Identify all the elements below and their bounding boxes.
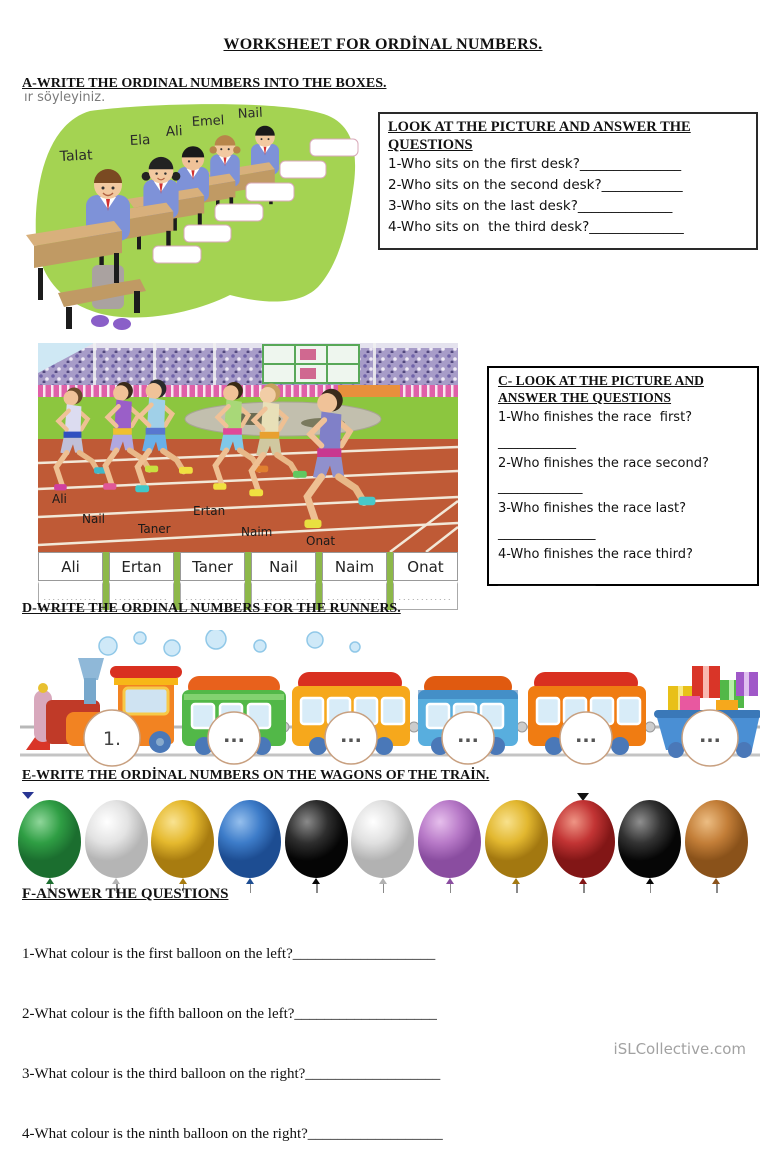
answer-blank: ____________ xyxy=(498,434,576,450)
answer-blank: _____________ xyxy=(498,480,583,496)
balloon-yellow xyxy=(151,800,214,878)
runner-name-label: Nail xyxy=(82,512,105,526)
left-marker-icon xyxy=(22,792,34,799)
runner-table-name: Ertan xyxy=(109,552,174,581)
balloon-string xyxy=(383,884,385,893)
question: 4-Who finishes the race third? xyxy=(498,547,693,563)
runner-table-answer-cell: ............ xyxy=(109,581,174,610)
balloon-yellow xyxy=(485,800,548,878)
runner-name-label: Taner xyxy=(138,522,171,536)
footer-watermark: iSLCollective.com xyxy=(613,1040,746,1058)
question: 1-What colour is the first balloon on the left?___________________ xyxy=(22,946,436,962)
balloon-red xyxy=(552,800,615,878)
balloon-white xyxy=(85,800,148,878)
balloon-string xyxy=(450,884,452,893)
question: 2-Who sits on the second desk?____________ xyxy=(388,177,683,194)
runner-name-label: Onat xyxy=(306,534,336,548)
balloon-purple xyxy=(418,800,481,878)
runner-name-label: Ali xyxy=(52,492,67,506)
scoreboard xyxy=(263,345,359,383)
student-name-label: Ela xyxy=(129,131,151,149)
question: 3-What colour is the third balloon on the right?__________________ xyxy=(22,1066,441,1082)
question: 4-What colour is the ninth balloon on the right?__________________ xyxy=(22,1126,443,1142)
balloon-string xyxy=(250,884,252,893)
section-d-heading: D-WRITE THE ORDINAL NUMBERS FOR THE RUNNERS. xyxy=(22,601,401,616)
questions-box-b xyxy=(378,112,758,250)
answer-box xyxy=(153,246,201,263)
runner-table-name: Naim xyxy=(322,552,387,581)
answer-box xyxy=(184,225,231,242)
section-e-heading: E-WRITE THE ORDİNAL NUMBERS ON THE WAGONS OF THE TRAİN. xyxy=(22,768,490,783)
student-name-label: Ali xyxy=(165,123,183,140)
balloon-string xyxy=(583,884,585,893)
answer-box xyxy=(280,161,326,178)
box-c-heading-line2: ANSWER THE QUESTIONS xyxy=(498,389,672,405)
smoke-puffs xyxy=(99,630,360,656)
answer-box xyxy=(215,204,263,221)
cropped-instruction-text: ır söyleyiniz. xyxy=(24,90,106,105)
question: 3-Who sits on the last desk?______________ xyxy=(388,198,673,215)
runner-table-answer-cell: ............ xyxy=(393,581,458,610)
runner-name-label: Naim xyxy=(241,525,273,539)
question: 1-Who finishes the race first? xyxy=(498,409,693,425)
stadium-crowd xyxy=(38,343,458,385)
balloon-string xyxy=(650,884,652,893)
runner-table-name: Taner xyxy=(180,552,245,581)
answer-blank: _______________ xyxy=(498,571,596,587)
wagon-label: ... xyxy=(457,725,479,747)
question: 4-Who sits on the third desk?______________ xyxy=(388,219,684,236)
page-title: WORKSHEET FOR ORDİNAL NUMBERS. xyxy=(223,36,543,53)
wagon-label: ... xyxy=(223,725,245,747)
runner-table-answer-cell: ............ xyxy=(322,581,387,610)
student-name-label: Nail xyxy=(237,105,264,122)
section-a-heading: A-WRITE THE ORDINAL NUMBERS INTO THE BOXES. xyxy=(22,76,387,91)
runner-table-answer-cell: ............ xyxy=(251,581,316,610)
balloon-black xyxy=(618,800,681,878)
wagon-label: ... xyxy=(699,725,721,747)
balloon-string xyxy=(316,884,318,893)
shoe xyxy=(113,318,131,330)
question: 2-Who finishes the race second? xyxy=(498,455,709,471)
table-column xyxy=(393,552,458,610)
question: 2-What colour is the fifth balloon on the left?___________________ xyxy=(22,1006,437,1022)
student-name-label: Talat xyxy=(59,147,93,165)
balloon-string xyxy=(516,884,518,893)
race-illustration xyxy=(38,343,458,552)
runner-table-answer-cell: ............ xyxy=(38,581,103,610)
runner-table-name: Ali xyxy=(38,552,103,581)
balloon-string xyxy=(716,884,718,893)
runner-table-answer-cell: ............ xyxy=(180,581,245,610)
balloon-row xyxy=(18,792,748,892)
answer-blank: _______________ xyxy=(498,526,596,542)
questions-box-c xyxy=(487,366,759,586)
shoe xyxy=(91,315,109,327)
balloon-flex xyxy=(18,800,748,878)
balloon-black xyxy=(285,800,348,878)
question: 3-Who finishes the race last? xyxy=(498,501,686,517)
answer-box xyxy=(246,183,294,201)
runner-name-label: Ertan xyxy=(193,504,226,518)
balloon-blue xyxy=(218,800,281,878)
student-name-label: Emel xyxy=(191,113,225,130)
runner-table-name: Nail xyxy=(251,552,316,581)
wagon-label: 1. xyxy=(102,728,122,750)
answer-box xyxy=(310,139,358,156)
question: 1-Who sits on the first desk?_______________ xyxy=(388,156,682,173)
wagon-label: ... xyxy=(575,725,597,747)
balloon-green xyxy=(18,800,81,878)
train-illustration xyxy=(20,630,760,768)
section-f-questions xyxy=(22,904,582,1164)
balloon-white xyxy=(351,800,414,878)
classroom-illustration xyxy=(18,97,366,337)
box-b-heading: LOOK AT THE PICTURE AND ANSWER THE QUESTIONS xyxy=(388,119,691,153)
balloon-orange xyxy=(685,800,748,878)
runner-table-name: Onat xyxy=(393,552,458,581)
box-c-heading: C- LOOK AT THE PICTURE AND xyxy=(498,373,704,388)
section-f-heading: F-ANSWER THE QUESTIONS xyxy=(22,886,229,902)
wagon-label: ... xyxy=(340,725,362,747)
